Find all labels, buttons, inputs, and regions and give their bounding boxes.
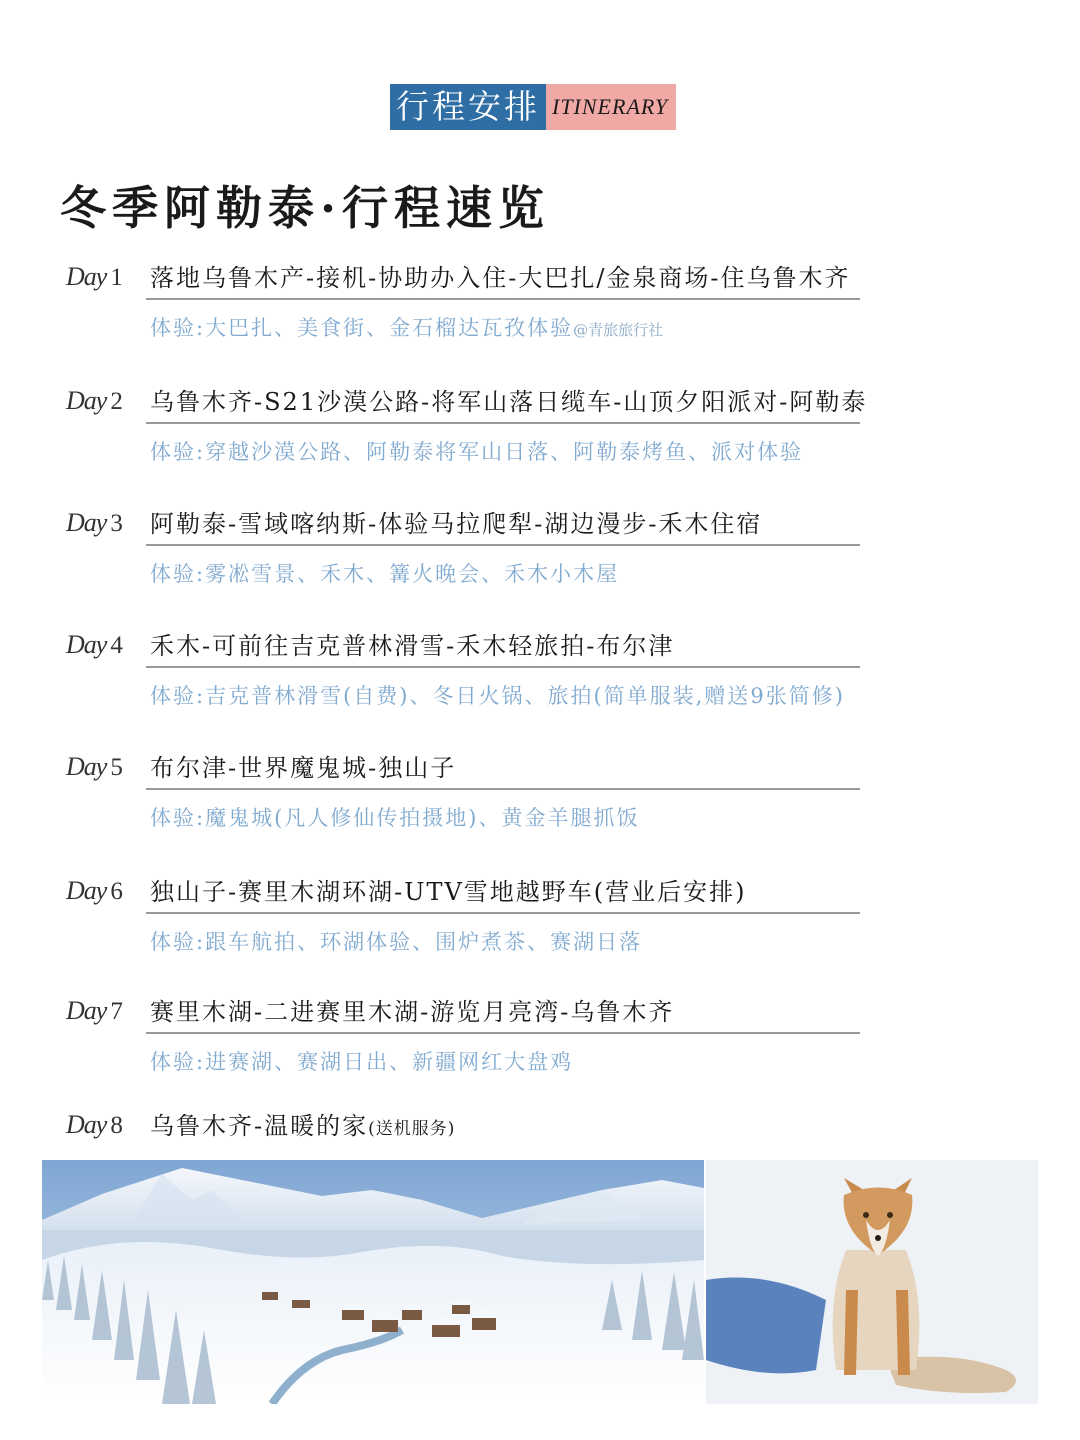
day-experience: 体验:吉克普林滑雪(自费)、冬日火锅、旅拍(简单服装,赠送9张简修) [150, 684, 845, 708]
day-label: Day 8 [66, 1110, 123, 1139]
itinerary-badge [390, 84, 676, 130]
divider [146, 1032, 860, 1034]
divider [146, 666, 860, 668]
day-route: 落地乌鲁木产-接机-协助办入住-大巴扎/金泉商场-住乌鲁木齐 [150, 264, 851, 292]
day-label: Day 3 [66, 508, 123, 537]
divider [146, 788, 860, 790]
divider [146, 912, 860, 914]
day-route: 乌鲁木齐-S21沙漠公路-将军山落日缆车-山顶夕阳派对-阿勒泰 [150, 388, 868, 416]
day-label: Day 5 [66, 752, 123, 781]
snow-village-photo [42, 1160, 704, 1404]
fox-photo [706, 1160, 1038, 1404]
day-experience: 体验:雾凇雪景、禾木、篝火晚会、禾木小木屋 [150, 562, 620, 586]
day-experience: 体验:魔鬼城(凡人修仙传拍摄地)、黄金羊腿抓饭 [150, 806, 640, 830]
day-route: 布尔津-世界魔鬼城-独山子 [150, 754, 457, 782]
day-label: Day 4 [66, 630, 123, 659]
page-title: 冬季阿勒泰·行程速览 [60, 181, 551, 235]
divider [146, 298, 860, 300]
day-experience: 体验:穿越沙漠公路、阿勒泰将军山日落、阿勒泰烤鱼、派对体验 [150, 440, 804, 464]
badge-cn: 行程安排 [390, 84, 546, 130]
day-label: Day 1 [66, 262, 123, 291]
day-route: 阿勒泰-雪域喀纳斯-体验马拉爬犁-湖边漫步-禾木住宿 [150, 510, 763, 538]
day-label: Day 2 [66, 386, 123, 415]
day-label: Day 6 [66, 876, 123, 905]
day-experience: 体验:跟车航拍、环湖体验、围炉煮茶、赛湖日落 [150, 930, 643, 954]
day-route: 赛里木湖-二进赛里木湖-游览月亮湾-乌鲁木齐 [150, 998, 675, 1026]
day-route: 独山子-赛里木湖环湖-UTV雪地越野车(营业后安排) [150, 878, 747, 906]
day-route: 乌鲁木齐-温暖的家(送机服务) [150, 1112, 456, 1140]
day-route: 禾木-可前往吉克普林滑雪-禾木轻旅拍-布尔津 [150, 632, 675, 660]
day-label: Day 7 [66, 996, 123, 1025]
divider [146, 422, 860, 424]
badge-en: ITINERARY [546, 84, 676, 130]
watermark: @青旅旅行社 [573, 321, 664, 339]
divider [146, 544, 860, 546]
day-experience: 体验:大巴扎、美食街、金石榴达瓦孜体验@青旅旅行社 [150, 316, 664, 340]
route-note: (送机服务) [368, 1119, 456, 1139]
day-experience: 体验:进赛湖、赛湖日出、新疆网红大盘鸡 [150, 1050, 574, 1074]
